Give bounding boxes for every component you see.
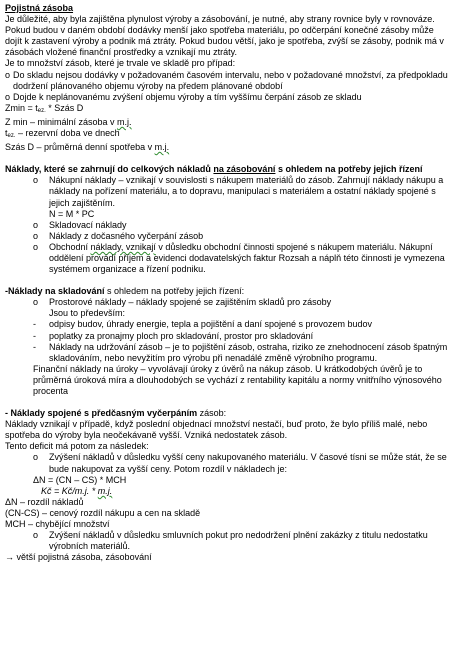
list-item-subtext: Jsou to především: [49, 308, 126, 319]
storage-dash-list [5, 319, 449, 363]
list-item: o Nákupní náklady – vznikají v souvislosti s nákupem materiálů do zásob. Zahrnují náklady nákupu a náklady na pořízení materiálu, a to dopravu, manipulaci s materiálem a ostatní náklady spojené s jejich zajištěním. [33, 175, 444, 208]
bullet-icon: o [33, 530, 39, 541]
dash-icon: - [33, 341, 36, 352]
legend-mch: MCH – chybějící množství [5, 519, 110, 530]
section-title-naklady: Náklady, které se zahrnují do celkových nákladů na zásobování s ohledem na potřeby jejich řízení [5, 164, 423, 175]
bullet-icon: o [33, 297, 39, 308]
case-list [5, 70, 449, 103]
paragraph-definition: Je to množství zásob, které je trvale ve skladě pro případ: [5, 58, 236, 69]
formula-n: N = M * PC [49, 208, 95, 219]
list-item: o Prostorové náklady – náklady spojené se zajištěním skladů pro zásoby [33, 297, 332, 308]
paragraph-intro: Je důležité, aby byla zajištěna plynulost výroby a zásobování, je nutné, aby strany rovnice byly v rovnováze. Pokud budou v daném období dodávky menší jako spotřeba materiálu, po odčerpání konečné zásoby může dojít k zastavení výroby a podnik má ztráty. Pokud budou větší, jako je spotřeba, zvýší se zásoby, podnik má v zásobách vložené finanční prostředky a vznikají mu ztráty. [5, 14, 444, 58]
section-title-skladovani: -Náklady na skladování s ohledem na potřeby jejich řízení: [5, 286, 245, 297]
paragraph-naklady-vznikaji: Náklady vznikají v případě, když poslední objednací množství nestačí, buď proto, že bylo příliš malé, nebo spotřeba do výroby byla neočekávaně vyšší. Vzniká nedostatek zásob. [5, 419, 428, 441]
list-item: o Dojde k neplánovanému zvýšení objemu výroby a tím vyššímu čerpání zásob ze skladu [5, 92, 449, 103]
deficit-list [5, 452, 449, 474]
list-item: o Do skladu nejsou dodávky v požadovaném časovém intervalu, nebo v požadované množství, za předpokladu dodržení plánovaného objemu výroby na předem plánované období [5, 70, 449, 92]
bullet-icon: o [33, 219, 39, 230]
list-item: o Zvýšení nákladů v důsledku smluvních pokut pro nedodržení plnění zakázky z titulu nedostatku výrobních materiálů. [33, 530, 428, 552]
cost-list-cont [5, 220, 449, 275]
dash-icon: - [33, 319, 36, 330]
cost-list [5, 175, 449, 208]
bullet-icon: o [33, 230, 39, 241]
paragraph-financni-naklady: Finanční náklady na úroky – vyvolávají úroky z úvěrů na nákup zásob. U krátkodobých úvěrů je to průměrná úroková míra a dlouhodobých se vychází z rentability kapitálu a normy vnitřního výnosového procenta [33, 363, 442, 396]
legend-szas: Szás D – průměrná denní spotřeba v m.j. [5, 142, 170, 153]
list-item: o Zvýšení nákladů v důsledku vyšší ceny nakupovaného materiálu. V časové tísni se může stát, že se bude nakupovat za vyšší ceny. Potom rozdíl v nákladech je: [33, 452, 447, 474]
legend-zmin: Z min – minimální zásoba v m.j. [5, 116, 132, 127]
list-item: - Náklady na udržování zásob – je to pojištění zásob, ostraha, riziko ze znehodnocení zásob špatným skladováním, nebo nevyžitím pro výrobu při nenadálé změně výrobního programu. [33, 341, 448, 363]
list-item: - odpisy budov, úhrady energie, tepla a pojištění a daní spojené s provozem budov [33, 319, 373, 330]
deficit-list-cont [5, 530, 449, 552]
list-item: o Náklady z dočasného vyčerpání zásob [33, 230, 204, 241]
bullet-icon: o [33, 175, 39, 186]
list-item: - poplatky za pronajmy ploch pro skladování, prostor pro skladování [33, 330, 314, 341]
bullet-icon: o [33, 452, 39, 463]
legend-tez: tez. – rezervní doba ve dnech [5, 128, 120, 140]
list-item: o Skladovací náklady [33, 219, 127, 230]
section-title-pojistna-zasoba: Pojistná zásoba [5, 3, 74, 13]
section-title-vycerpani: - Náklady spojené s předčasným vyčerpáním zásob: [5, 408, 227, 419]
formula-kc: Kč = Kč/m.j. * m.j. [41, 485, 113, 496]
legend-cn-cs: (CN-CS) – cenový rozdíl nákupu a cen na skladě [5, 507, 201, 518]
storage-list [5, 297, 449, 308]
legend-delta-n: ΔN – rozdíl nákladů [5, 496, 84, 507]
list-item: o Obchodní náklady, vznikají v důsledku obchodní činnosti spojené s nákupem materiálu. Nákupní oddělení provádí příjem a evidenci dodavatelských faktur Rozsah a náplň této činnosti je vymezena systémem organizace a řízení podniku. [33, 241, 445, 275]
dash-icon: - [33, 330, 36, 341]
conclusion-line: → větší pojistná zásoba, zásobování [5, 552, 152, 563]
paragraph-deficit: Tento deficit má potom za následek: [5, 441, 149, 452]
formula-delta-n: ΔN = (CN – CS) * MCH [33, 474, 127, 485]
bullet-icon: o [33, 241, 39, 252]
formula-zmin: Zmin = tez. * Szás D [5, 102, 84, 114]
